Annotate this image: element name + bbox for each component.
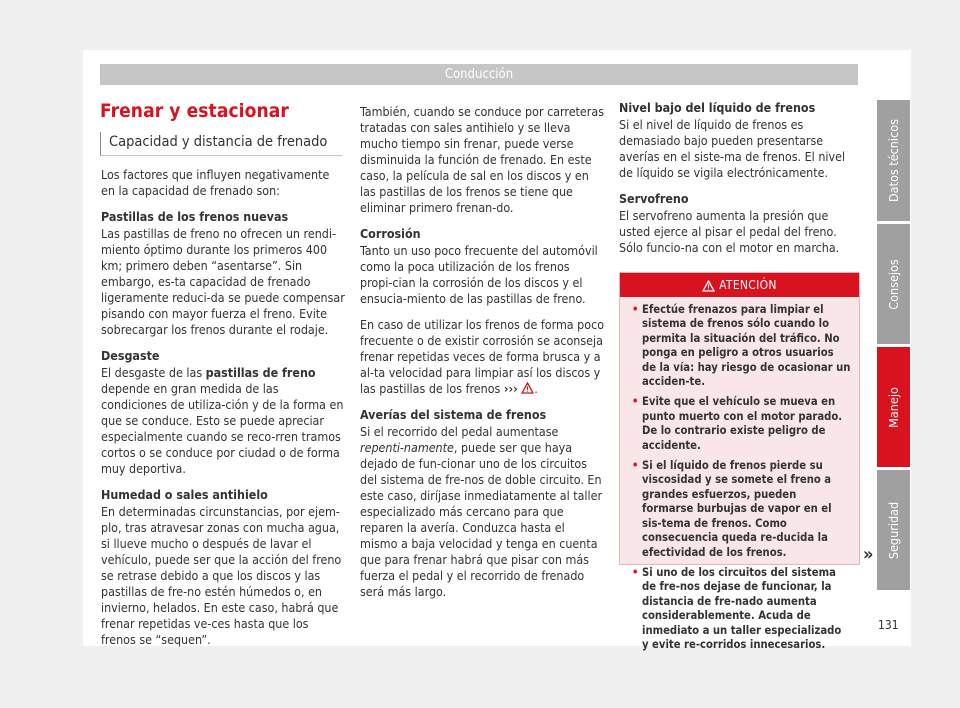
paragraph-salt: También, cuando se conduce por carreteras tratadas con sales antihielo y se lleva mucho tiempo sin frenar, puede verse disminuida la función de frenado. En este caso, la película de sal en los discos y en las pastillas de los frenos se tiene que eliminar primero frenan-do. — [360, 104, 605, 215]
text-column-2 — [360, 104, 605, 610]
tab-label: Datos técnicos — [886, 119, 902, 202]
continue-arrow-icon[interactable]: » — [863, 544, 874, 565]
wear-text-c: depende en gran medida de las condiciones de utiliza-ción y de la forma en que se conduce. Esto se puede apreciar especialmente cuando se reco-rren tramos cortos o se conduce por ciudad o de forma muy deportiva. — [101, 381, 344, 476]
warning-item: • Si el líquido de frenos pierde su viscosidad y se somete el freno a grandes esfuerzos, pueden formarse burbujas de vapor en el sis-tema de frenos. Como consecuencia queda re-ducida la efectividad de los frenos. — [632, 459, 851, 560]
cleaning-text: En caso de utilizar los frenos de forma poco frecuente o de existir corrosión se aconseja frenar repetidas veces de forma brusca y a al-ta velocidad para limpiar así los discos y las pastillas de los frenos — [360, 317, 605, 396]
warning-triangle-icon — [702, 280, 715, 292]
tab-consejos[interactable] — [877, 224, 910, 344]
heading-corrosion: Corrosión — [360, 226, 421, 241]
tab-datos-tecnicos[interactable] — [877, 100, 910, 221]
heading-faults: Averías del sistema de frenos — [360, 407, 547, 422]
tab-seguridad[interactable] — [877, 470, 910, 590]
warning-item: • Efectúe frenazos para limpiar el sistema de frenos sólo cuando lo permita la situación del tráfico. No ponga en peligro a otros usuarios de la vía: hay riesgo de ocasionar un acciden-te. — [632, 303, 851, 389]
paragraph-new-pads: Las pastillas de freno no ofrecen un rendi-miento óptimo durante los primeros 400 km; primero deben “asentarse”. Sin embargo, es-ta capacidad de frenado ligeramente reduci-da se puede compensar pisando con mayor fuerza el freno. Evite sobrecargar los frenos durante el rodaje. — [101, 226, 345, 337]
tab-label: Consejos — [886, 258, 902, 310]
text-column-1 — [101, 167, 346, 658]
intro-paragraph: Los factores que influyen negativamente en la capacidad de frenado son: — [101, 167, 330, 198]
warning-box — [619, 272, 860, 651]
paragraph-humidity: En determinadas circunstancias, por ejem-plo, tras atravesar zonas con mucha agua, si llueve mucho o después de lavar el vehículo, puede ser que la acción del freno se retrase debido a que los discos y las pastillas de fre-no estén húmedos o, en invierno, helados. En este caso, habrá que frenar repetidas ve-ces hasta que los frenos se “sequen”. — [101, 504, 342, 647]
faults-text-italic: repenti-namente — [360, 440, 454, 455]
tab-label: Manejo — [886, 386, 901, 428]
heading-servo: Servofreno — [619, 191, 689, 206]
paragraph-fluid-level: Si el nivel de líquido de frenos es demasiado bajo pueden presentarse averías en el siste-ma de frenos. El nivel de líquido se vigila electrónicamente. — [619, 117, 846, 180]
text-column-3 — [619, 100, 859, 266]
paragraph-servo: El servofreno aumenta la presión que usted ejerce al pisar el pedal del freno. Sólo funcio-na con el motor en marcha. — [619, 208, 840, 255]
heading-humidity: Humedad o sales antihielo — [101, 487, 268, 502]
page-subtitle: Capacidad y distancia de frenado — [100, 132, 342, 156]
page-title: Frenar y estacionar — [100, 100, 289, 122]
paragraph-corrosion: Tanto un uso poco frecuente del automóvil como la poca utilización de los frenos propi-cian la corrosión de los discos y el ensucia-miento de las pastillas de freno. — [360, 243, 598, 306]
tab-manejo[interactable] — [877, 347, 910, 467]
reference-arrow[interactable]: ››› — [503, 381, 518, 396]
warning-triangle-icon — [521, 382, 534, 394]
warning-list — [620, 297, 859, 652]
cleaning-end: . — [534, 381, 538, 396]
paragraph-cleaning — [360, 317, 605, 397]
tab-label: Seguridad — [886, 501, 902, 559]
paragraph-wear — [101, 365, 346, 477]
page-number: 131 — [878, 618, 899, 632]
wear-text-a: El desgaste de las — [101, 365, 206, 380]
heading-fluid-level: Nivel bajo del líquido de frenos — [619, 100, 816, 115]
paragraph-faults — [360, 424, 605, 600]
warning-item: • Evite que el vehículo se mueva en punto muerto con el motor parado. De lo contrario existe peligro de accidente. — [632, 395, 851, 453]
faults-text-a: Si el recorrido del pedal aumentase — [360, 424, 559, 439]
faults-text-c: , puede ser que haya dejado de fun-cionar uno de los circuitos del sistema de fre-nos de doble circuito. En este caso, diríjase inmediatamente al taller especializado más cercano para que reparen la avería. Conduzca hasta el mismo a baja velocidad y tenga en cuenta que para frenar habrá que pisar con más fuerza el pedal y el recorrido de frenado será más largo. — [360, 440, 603, 599]
wear-text-bold: pastillas de freno — [205, 365, 316, 380]
heading-new-pads: Pastillas de los frenos nuevas — [101, 209, 289, 224]
heading-wear: Desgaste — [101, 348, 160, 363]
warning-label: ATENCIÓN — [719, 278, 777, 292]
section-header: Conducción — [100, 64, 858, 85]
warning-header — [620, 273, 859, 297]
warning-item: • Si uno de los circuitos del sistema de fre-nos dejase de funcionar, la distancia de fre-nado aumenta considerablemente. Acuda de inmediato a un taller especializado y evite re-corridos innecesarios. — [632, 566, 851, 652]
